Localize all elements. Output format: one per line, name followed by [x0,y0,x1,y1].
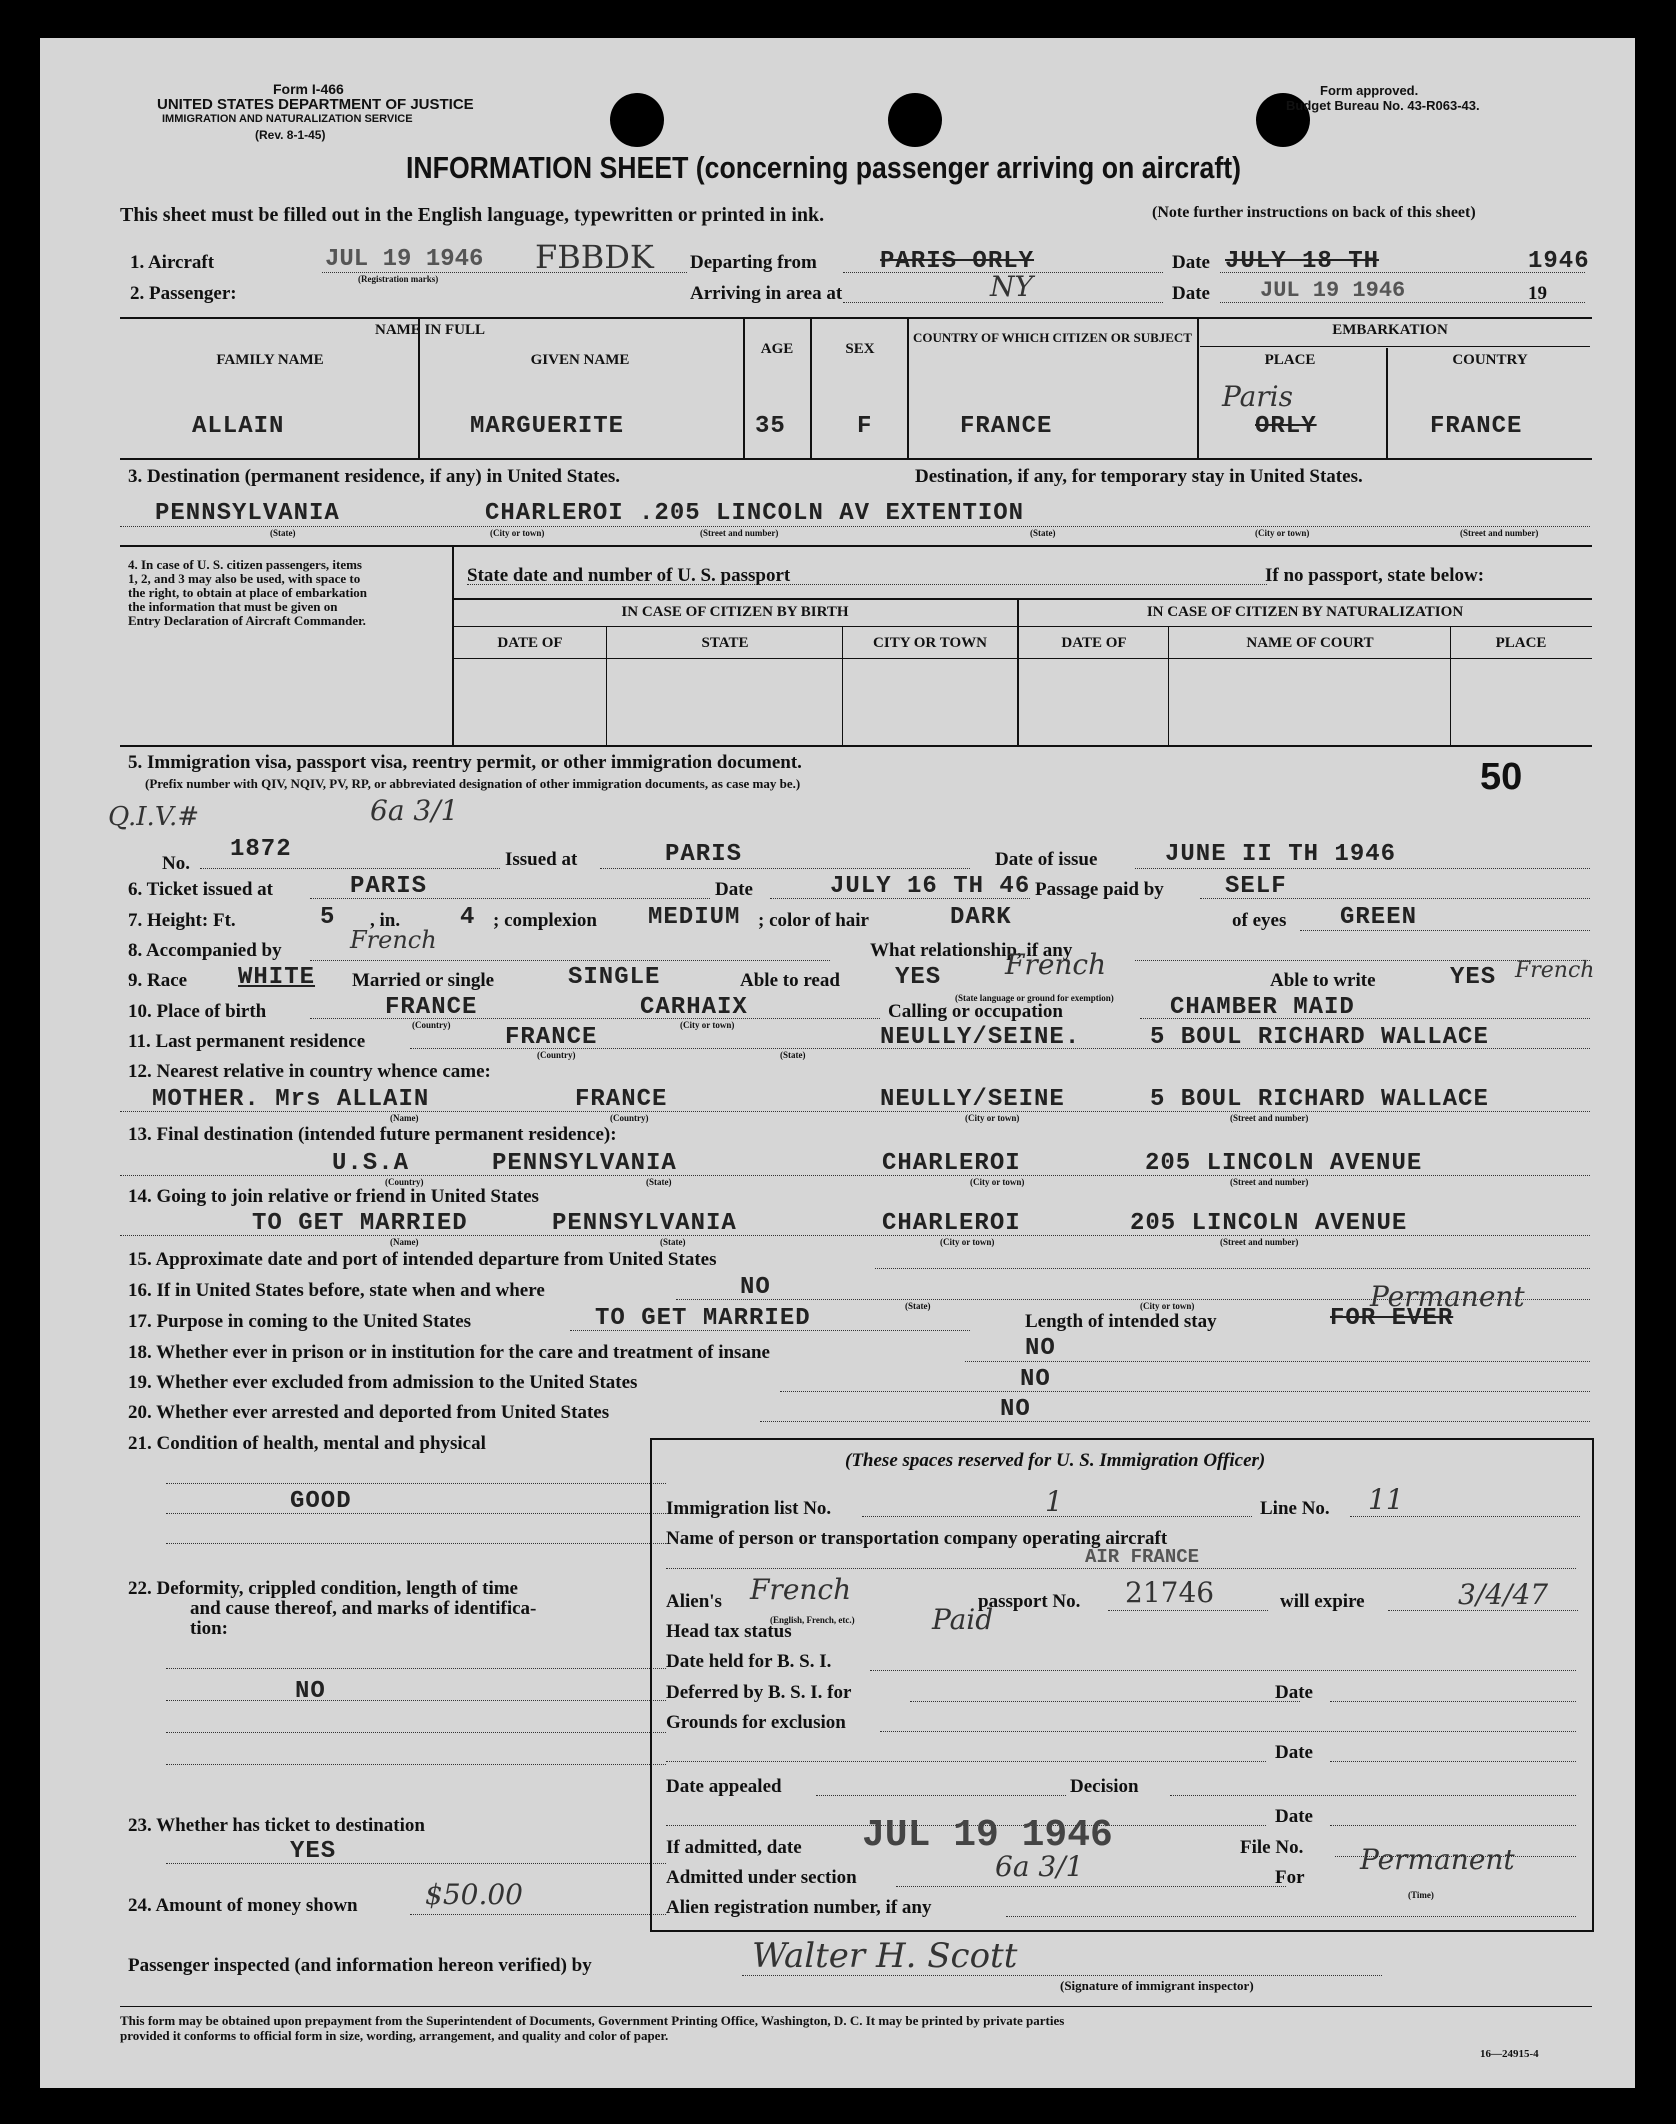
fine-print-line2: provided it conforms to official form in size, wording, arrangement, and quality and color of paper. [120,2028,669,2043]
able-to-write-value: YES [1450,964,1497,991]
admitted-date-label: If admitted, date [666,1837,802,1858]
family-name-value: ALLAIN [192,413,285,440]
visa-no-label: No. [162,853,190,874]
temp-city-caption: (City or town) [1255,528,1310,538]
previous-stay-city-caption: (City or town) [1140,1301,1195,1311]
admitted-time-caption: (Time) [1408,1890,1434,1900]
final-state-caption: (State) [646,1177,672,1187]
operator-value: AIR FRANCE [1085,1546,1200,1568]
visa-section-handwritten: 6a 3/1 [370,794,459,827]
relationship-label: What relationship, if any [870,940,1073,961]
passenger-label: 2. Passenger: [130,283,237,304]
aircraft-date-stamp: JUL 19 1946 [325,246,484,273]
passage-paid-label: Passage paid by [1035,879,1164,900]
fine-print-line1: This form may be obtained upon prepayment from the Superintendent of Documents, Government Printing Office, Washington, D. C. It may be printed by private parties [120,2013,1065,2028]
date-label-2: Date [1172,283,1210,304]
height-feet-value: 5 [320,904,336,931]
height-label: 7. Height: Ft. [128,910,236,931]
birth-state-header: STATE [701,635,749,651]
registration-caption: (Registration marks) [358,274,439,284]
money-shown-value: $50.00 [425,1878,523,1911]
deformity-label-line2: and cause thereof, and marks of identifica- [190,1598,537,1619]
arrival-date-stamp: JUL 19 1946 [1260,278,1406,303]
bsi-held-label: Date held for B. S. I. [666,1651,832,1672]
alien-nationality-value: French [750,1573,852,1606]
no-passport-label: If no passport, state below: [1265,565,1485,586]
passport-expire-label: will expire [1280,1591,1365,1612]
departing-value: PARIS ORLY [880,248,1035,275]
head-tax-value: Paid [932,1603,994,1636]
birth-city-caption: (City or town) [680,1020,735,1030]
complexion-value: MEDIUM [648,904,741,931]
excluded-history-label: 19. Whether ever excluded from admission to the United States [128,1372,638,1393]
visa-no-value: 1872 [230,836,292,863]
final-destination-state: PENNSYLVANIA [492,1150,677,1177]
admitted-for-label: For [1275,1867,1305,1888]
deported-history-value: NO [1000,1396,1031,1423]
alien-nationality-caption: (English, French, etc.) [770,1615,855,1625]
nat-court-header: NAME OF COURT [1246,635,1374,651]
alien-registration-label: Alien registration number, if any [666,1897,932,1918]
join-relative-state: PENNSYLVANIA [552,1210,737,1237]
departure-date-port-label: 15. Approximate date and port of intended departure from United States [128,1249,717,1270]
destination-state: PENNSYLVANIA [155,500,340,527]
join-name-caption: (Name) [390,1237,419,1247]
punch-hole-center [888,93,942,147]
immigration-document-label: 5. Immigration visa, passport visa, reentry permit, or other immigration document. [128,752,802,773]
nearest-relative-label: 12. Nearest relative in country whence came: [128,1061,491,1082]
final-street-caption: (Street and number) [1230,1177,1309,1187]
birth-country-caption: (Country) [412,1020,451,1030]
head-tax-label: Head tax status [666,1621,792,1642]
hair-color-value: DARK [950,904,1012,931]
us-citizen-note: 4. In case of U. S. citizen passengers, items 1, 2, and 3 may also be used, with space to the right, to obtain at place of embarkation the information that must be given on Entry Declaration of Aircraft Commander. [128,557,368,628]
department-name: UNITED STATES DEPARTMENT OF JUSTICE [157,96,474,113]
prison-history-value: NO [1025,1335,1056,1362]
final-destination-label: 13. Final destination (intended future permanent residence): [128,1124,617,1145]
temp-street-caption: (Street and number) [1460,528,1539,538]
last-residence-city: NEULLY/SEINE. [880,1024,1081,1051]
previous-stay-label: 16. If in United States before, state when and where [128,1280,545,1301]
place-header: PLACE [1264,352,1316,368]
departure-date-value: JULY 18 TH [1225,248,1380,275]
hair-color-label: ; color of hair [758,910,869,931]
deformity-label-line1: 22. Deformity, crippled condition, length of time [128,1578,518,1599]
ticket-date-value: JULY 16 TH 46 [830,873,1031,900]
information-sheet-form [40,38,1635,2088]
alien-label: Alien's [666,1591,722,1612]
eye-color-value: GREEN [1340,904,1418,931]
immigration-list-label: Immigration list No. [666,1498,832,1519]
length-of-stay-label: Length of intended stay [1025,1311,1217,1332]
date-of-issue-label: Date of issue [995,849,1098,870]
nearest-relative-street: 5 BOUL RICHARD WALLACE [1150,1086,1489,1113]
given-name-value: MARGUERITE [470,413,625,440]
last-residence-street: 5 BOUL RICHARD WALLACE [1150,1024,1489,1051]
dest-street-caption: (Street and number) [700,528,779,538]
exclusion-date-label: Date [1275,1742,1313,1763]
age-header: AGE [760,341,794,357]
relative-name-caption: (Name) [390,1113,419,1123]
deferred-bsi-label: Deferred by B. S. I. for [666,1682,852,1703]
length-of-stay-value: FOR EVER [1330,1305,1454,1332]
qiv-handwritten: Q.I.V.# [108,802,200,832]
married-single-value: SINGLE [568,964,661,991]
ticket-issued-label: 6. Ticket issued at [128,879,273,900]
operator-label: Name of person or transportation company operating aircraft [666,1528,1168,1549]
admitted-for-value: Permanent [1360,1843,1515,1876]
join-relative-city: CHARLEROI [882,1210,1021,1237]
arriving-label: Arriving in area at [690,283,843,304]
citizen-by-naturalization-header: IN CASE OF CITIZEN BY NATURALIZATION [1146,604,1464,620]
embark-place-handwritten: Paris [1222,380,1293,413]
final-destination-city: CHARLEROI [882,1150,1021,1177]
date-label-1: Date [1172,252,1210,273]
file-number-label: File No. [1240,1837,1304,1858]
age-value: 35 [755,413,786,440]
page-title: INFORMATION SHEET (concerning passenger arriving on aircraft) [406,150,1241,185]
family-name-header: FAMILY NAME [216,352,324,368]
nat-date-header: DATE OF [1061,635,1127,651]
issued-at-label: Issued at [505,849,578,870]
deformity-label-line3: tion: [190,1618,228,1639]
ticket-date-label: Date [715,879,753,900]
arriving-value: NY [990,270,1033,303]
citizen-by-birth-header: IN CASE OF CITIZEN BY BIRTH [621,604,849,620]
sex-header: SEX [845,341,875,357]
deferred-date-label: Date [1275,1682,1313,1703]
able-to-read-label: Able to read [740,970,840,991]
nearest-relative-country: FRANCE [575,1086,668,1113]
purpose-value: TO GET MARRIED [595,1305,811,1332]
read-language-handwritten: French [1005,948,1107,981]
race-label: 9. Race [128,970,188,991]
relative-street-caption: (Street and number) [1230,1113,1309,1123]
line-number-value: 11 [1368,1483,1404,1516]
country-of-citizenship-header: COUNTRY OF WHICH CITIZEN OR SUBJECT [913,330,1192,345]
inspected-by-label: Passenger inspected (and information hereon verified) by [128,1955,592,1976]
destination-city-street: CHARLEROI .205 LINCOLN AV EXTENTION [485,500,1025,527]
service-name: IMMIGRATION AND NATURALIZATION SERVICE [162,113,413,125]
given-name-header: GIVEN NAME [530,352,630,368]
relative-country-caption: (Country) [610,1113,649,1123]
final-destination-country: U.S.A [332,1150,410,1177]
occupation-value: CHAMBER MAID [1170,994,1355,1021]
able-to-read-value: YES [895,964,942,991]
birth-city-value: CARHAIX [640,994,748,1021]
temporary-destination-label: Destination, if any, for temporary stay in United States. [915,466,1363,487]
citizenship-value: FRANCE [960,413,1053,440]
join-street-caption: (Street and number) [1220,1237,1299,1247]
eye-color-label: of eyes [1232,910,1287,931]
admitted-section-label: Admitted under section [666,1867,857,1888]
race-value: WHITE [238,964,316,991]
departing-label: Departing from [690,252,817,273]
able-to-write-label: Able to write [1270,970,1376,991]
aircraft-registration: FBBDK [535,238,654,276]
instruction-right: (Note further instructions on back of this sheet) [1152,204,1476,221]
excluded-history-value: NO [1020,1366,1051,1393]
name-in-full-header: NAME IN FULL [374,322,485,338]
embarkation-header: EMBARKATION [1332,322,1448,338]
exclusion-grounds-label: Grounds for exclusion [666,1712,846,1733]
complexion-label: ; complexion [493,910,597,931]
join-state-caption: (State) [660,1237,686,1247]
decision-label: Decision [1070,1776,1139,1797]
place-of-birth-label: 10. Place of birth [128,1001,267,1022]
inspector-signature: Walter H. Scott [752,1936,1018,1976]
form-approved: Form approved. [1320,83,1419,98]
health-condition-value: GOOD [290,1488,352,1515]
married-single-label: Married or single [352,970,495,991]
admitted-date-stamp: JUL 19 1946 [862,1814,1113,1857]
join-relative-label: 14. Going to join relative or friend in United States [128,1186,539,1207]
occupation-label: Calling or occupation [888,1001,1063,1022]
height-inches-value: 4 [460,904,476,931]
passage-paid-value: SELF [1225,873,1287,900]
immigration-list-value: 1 [1045,1485,1063,1518]
passport-number-value: 21746 [1125,1576,1215,1609]
birth-country-value: FRANCE [385,994,478,1021]
last-residence-label: 11. Last permanent residence [128,1031,366,1052]
date-appealed-label: Date appealed [666,1776,782,1797]
accompanied-by-label: 8. Accompanied by [128,940,282,961]
join-relative-name: TO GET MARRIED [252,1210,468,1237]
aircraft-label: 1. Aircraft [130,252,215,273]
language-caption: (State language or ground for exemption) [955,993,1114,1003]
join-city-caption: (City or town) [940,1237,995,1247]
money-shown-label: 24. Amount of money shown [128,1895,358,1916]
passport-expire-value: 3/4/47 [1458,1578,1549,1611]
temp-state-caption: (State) [1030,528,1056,538]
instruction-left: This sheet must be filled out in the English language, typewritten or printed in ink. [120,204,825,226]
embark-place-struck: ORLY [1255,413,1317,440]
country-column-header: COUNTRY [1452,352,1528,368]
departure-year-value: 1946 [1528,248,1590,275]
signature-caption: (Signature of immigrant inspector) [1060,1978,1254,1993]
form-number: Form I-466 [273,81,344,97]
passport-number-label: passport No. [978,1591,1081,1612]
birth-city-header: CITY OR TOWN [873,635,987,651]
purpose-label: 17. Purpose in coming to the United States [128,1311,472,1332]
ticket-issued-value: PARIS [350,873,428,900]
length-of-stay-handwritten: Permanent [1370,1280,1525,1313]
punch-hole-left [610,93,664,147]
height-inches-label: , in. [370,910,401,931]
fee-marking: 50 [1480,756,1523,798]
issued-at-value: PARIS [665,841,743,868]
nearest-relative-name: MOTHER. Mrs ALLAIN [152,1086,430,1113]
last-residence-country-caption: (Country) [537,1050,576,1060]
immigration-document-sublabel: (Prefix number with QIV, NQIV, PV, RP, or abbreviated designation of other immigration documents, as case may be.) [145,776,801,791]
final-destination-street: 205 LINCOLN AVENUE [1145,1150,1423,1177]
prison-history-label: 18. Whether ever in prison or in institution for the care and treatment of insane [128,1342,770,1363]
arrival-year-prefix: 19 [1528,283,1547,304]
admitted-section-value: 6a 3/1 [995,1850,1084,1883]
last-residence-country: FRANCE [505,1024,598,1051]
nat-place-header: PLACE [1495,635,1547,651]
officer-box-title: (These spaces reserved for U. S. Immigration Officer) [845,1450,1266,1471]
final-country-caption: (Country) [385,1177,424,1187]
last-residence-state-caption: (State) [780,1050,806,1060]
ticket-to-destination-value: YES [290,1838,337,1865]
line-number-label: Line No. [1260,1498,1330,1519]
date-of-issue-value: JUNE II TH 1946 [1165,841,1397,868]
form-code: 16—24915-4 [1480,2048,1539,2060]
destination-label: 3. Destination (permanent residence, if any) in United States. [128,466,621,487]
join-relative-street: 205 LINCOLN AVENUE [1130,1210,1408,1237]
health-condition-label: 21. Condition of health, mental and physical [128,1433,486,1454]
dest-city-caption: (City or town) [490,528,545,538]
deported-history-label: 20. Whether ever arrested and deported from United States [128,1402,610,1423]
decision-date-label: Date [1275,1806,1313,1827]
ticket-to-destination-label: 23. Whether has ticket to destination [128,1815,425,1836]
embark-country-value: FRANCE [1430,413,1523,440]
dest-state-caption: (State) [270,528,296,538]
birth-date-header: DATE OF [497,635,563,651]
us-passport-label: State date and number of U. S. passport [467,565,791,586]
form-revision: (Rev. 8-1-45) [255,128,326,142]
write-language-handwritten: French [1515,958,1595,983]
deformity-value: NO [295,1678,326,1705]
final-city-caption: (City or town) [970,1177,1025,1187]
budget-bureau-number: Budget Bureau No. 43-R063-43. [1286,98,1480,113]
sex-value: F [857,413,873,440]
previous-stay-state-caption: (State) [905,1301,931,1311]
previous-stay-value: NO [740,1274,771,1301]
relative-city-caption: (City or town) [965,1113,1020,1123]
nearest-relative-city: NEULLY/SEINE [880,1086,1065,1113]
accompanied-by-handwritten: French [350,926,437,954]
